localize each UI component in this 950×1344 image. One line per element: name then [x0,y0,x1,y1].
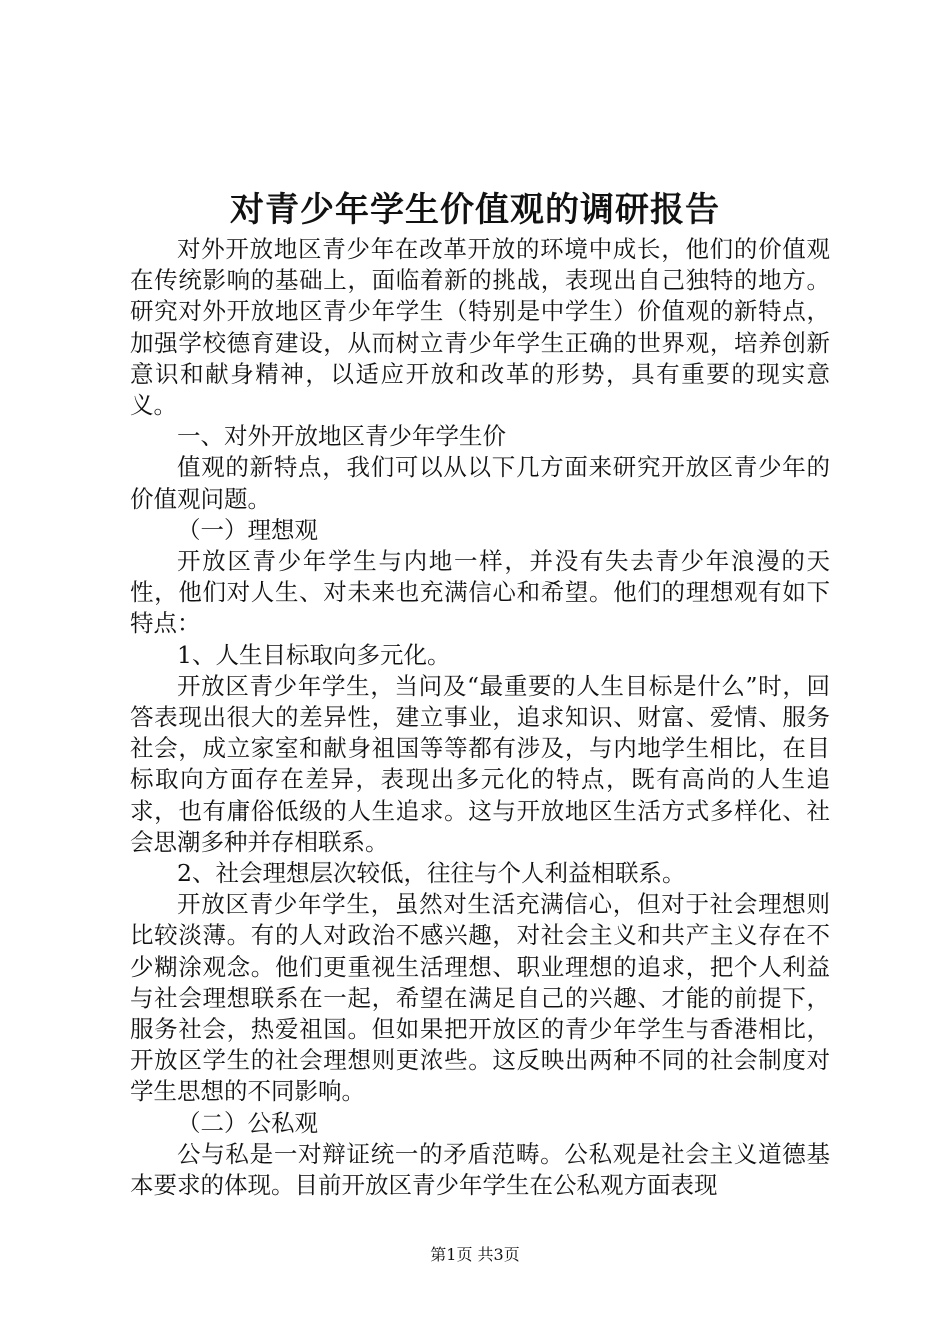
paragraph-intro: 对外开放地区青少年在改革开放的环境中成长，他们的价值观在传统影响的基础上，面临着新的挑战，表现出自己独特的地方。研究对外开放地区青少年学生（特别是中学生）价值观的新特点，加强学校德育建设，从而树立青少年学生正确的世界观，培养创新意识和献身精神，以适应开放和改革的形势，具有重要的现实意义。 [130,235,830,420]
document-body [130,234,830,1201]
paragraph-point-2-text: 开放区青少年学生，虽然对生活充满信心，但对于社会理想则比较淡薄。有的人对政治不感兴趣，对社会主义和共产主义存在不少糊涂观念。他们更重视生活理想、职业理想的追求，把个人利益与社会理想联系在一起，希望在满足自己的兴趣、才能的前提下，服务社会，热爱祖国。但如果把开放区的青少年学生与香港相比，开放区学生的社会理想则更浓些。这反映出两种不同的社会制度对学生思想的不同影响。 [130,890,830,1106]
document-title: 对青少年学生价值观的调研报告 [230,190,720,230]
paragraph-section-1-text: 值观的新特点，我们可以从以下几方面来研究开放区青少年的价值观问题。 [130,453,830,513]
paragraph-subheading-ideals: （一）理想观 [177,515,318,544]
paragraph-ideals-intro: 开放区青少年学生与内地一样，并没有失去青少年浪漫的天性，他们对人生、对未来也充满信心和希望。他们的理想观有如下特点： [130,547,830,638]
paragraph-public-private-text: 公与私是一对辩证统一的矛盾范畴。公私观是社会主义道德基本要求的体现。目前开放区青少年学生在公私观方面表现 [130,1139,830,1200]
paragraph-point-2: 2、社会理想层次较低，往往与个人利益相联系。 [177,859,686,888]
paragraph-subheading-public-private: （二）公私观 [177,1108,318,1137]
paragraph-point-1-text: 开放区青少年学生，当问及“最重要的人生目标是什么”时，回答表现出很大的差异性，建立事业，追求知识、财富、爱情、服务社会，成立家室和献身祖国等等都有涉及，与内地学生相比，在目标取向方面存在差异，表现出多元化的特点，既有高尚的人生追求，也有庸俗低级的人生追求。这与开放地区生活方式多样化、社会思潮多种并存相联系。 [130,671,830,856]
page-number-footer: 第1页 共3页 [430,1245,520,1264]
paragraph-point-1: 1、人生目标取向多元化。 [177,640,451,669]
paragraph-section-heading-1: 一、对外开放地区青少年学生价 [177,422,506,451]
